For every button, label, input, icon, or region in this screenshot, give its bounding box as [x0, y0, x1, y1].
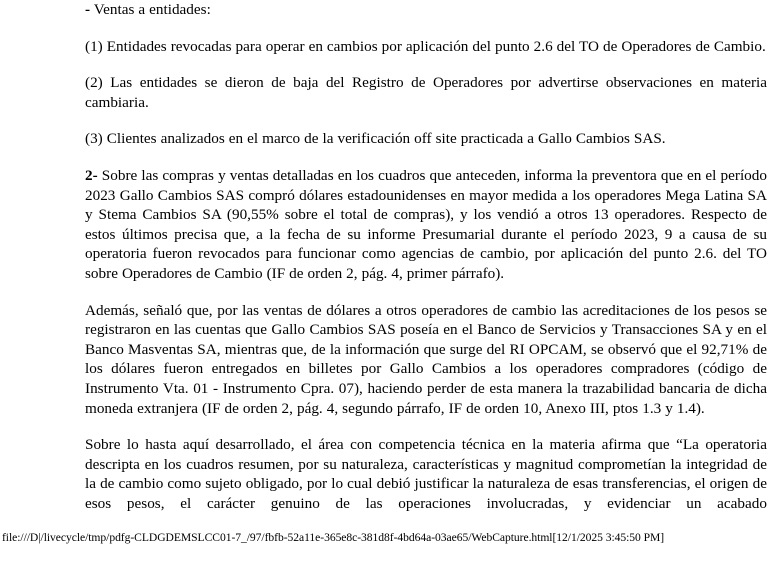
paragraph-text: (3) Clientes analizados en el marco de la verificación off site practicada a Gallo Cambios SAS.: [85, 130, 666, 148]
paragraph-ventas-entidades-heading: [85, 0, 767, 20]
page-footer-source-path: file:///D|/livecycle/tmp/pdfg-CLDGDEMSLCC01-7_/97/fbfb-52a11e-365e8c-381d8f-4bd64a-03ae65/WebCapture.html[12/1/2025 3:45:50 PM]: [2, 531, 665, 544]
paragraph-nota-3: [85, 129, 767, 149]
paragraph-lead-marker: 2-: [85, 166, 98, 184]
paragraph-ademas-senalo: [85, 301, 767, 419]
paragraph-nota-1: [85, 37, 767, 57]
paragraph-text: Ventas a entidades:: [90, 1, 211, 18]
paragraph-text: Sobre las compras y ventas detalladas en los cuadros que anteceden, informa la preventora que en el período 2023 Gallo Cambios SAS compró dólares estadounidenses en mayor medida a los operadores Mega Latina SA y Stema Cambios SA (90,55% sobre el total de compras), y los vendió a otros 13 operadores. Respecto de estos últimos precisa que, a la fecha de su informe Presumarial durante el período 2023, 9 a causa de su operatoria fueron revocados para funcionar como agencias de cambio, por aplicación del punto 2.6. del TO sobre Operadores de Cambio (IF de orden 2, pág. 4, primer párrafo).: [85, 166, 767, 282]
paragraph-punto-2-compras-ventas: [85, 166, 767, 284]
paragraph-sobre-lo-hasta-aqui: [85, 435, 767, 513]
paragraph-text: Además, señaló que, por las ventas de dólares a otros operadores de cambio las acreditaciones de los pesos se registraron en las cuentas que Gallo Cambios SAS poseía en el Banco de Servicios y Transacciones SA y en el Banco Masventas SA, mientras que, de la información que surge del RI OPCAM, se observó que el 92,71% de los dólares fueron entregados en billetes por Gallo Cambios a los operadores compradores (código de Instrumento Vta. 01 - Instrumento Cpra. 07), haciendo perder de esta manera la trazabilidad bancaria de dicha moneda extranjera (IF de orden 2, pág. 4, segundo párrafo, IF de orden 10, Anexo III, ptos 1.3 y 1.4).: [85, 301, 767, 417]
paragraph-text: Sobre lo hasta aquí desarrollado, el área con competencia técnica en la materia afirma que “La operatoria descripta en los cuadros resumen, por su naturaleza, características y magnitud comprometían la integridad de la de cambio como sujeto obligado, por lo cual debió justificar la naturaleza de esas transferencias, el origen de esos pesos, el carácter genuino de las operaciones involucradas, y evidenciar un acabado: [85, 436, 767, 512]
paragraph-text: (1) Entidades revocadas para operar en cambios por aplicación del punto 2.6 del TO de Operadores de Cambio.: [85, 37, 766, 55]
document-text-body: [85, 0, 767, 513]
paragraph-nota-2: [85, 73, 767, 112]
paragraph-text: (2) Las entidades se dieron de baja del Registro de Operadores por advertirse observaciones en materia cambiaria.: [85, 74, 767, 111]
paragraph-lead-marker: -: [85, 1, 91, 18]
